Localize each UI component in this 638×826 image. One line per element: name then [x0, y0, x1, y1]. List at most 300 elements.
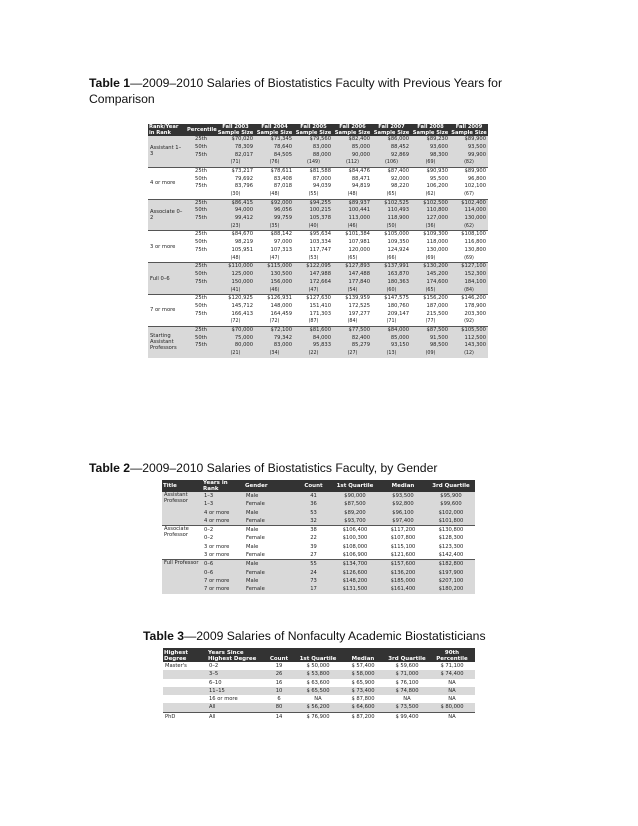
table1-cell: 145,200	[411, 271, 450, 279]
table3-cell: NA	[403, 696, 411, 703]
table1-cell: 83,796	[234, 183, 253, 190]
table1-cell: $81,588	[294, 167, 333, 175]
table1-cell: 148,000	[270, 302, 292, 309]
table1-cell: 118,900	[372, 215, 411, 223]
table-row	[148, 239, 488, 247]
table1-cell: 145,712	[231, 302, 253, 309]
table1-cell: 127,000	[411, 215, 450, 223]
table1-sample-size: (27)	[333, 350, 372, 357]
table3-cell: $ 87,800	[351, 696, 375, 703]
table2-cell: 7 or more	[202, 585, 244, 593]
table3-grid	[163, 648, 475, 721]
table1-cell: $89,900	[450, 167, 488, 175]
table1-percentile: 25th	[186, 326, 216, 334]
table2-cell: 24	[296, 569, 331, 577]
table1-cell: 95,500	[429, 175, 448, 182]
table1-cell: $130,200	[411, 263, 450, 271]
table1-cell: 130,000	[450, 215, 488, 223]
table1-percentile: 50th	[195, 175, 207, 182]
table2-header-cell: 3rd Quartile	[427, 480, 475, 492]
table2-cell: 22	[310, 535, 317, 542]
table2-cell: $134,700	[331, 560, 379, 569]
table1-rank-label: 7 or more	[148, 294, 186, 326]
table3-cell: $ 73,500	[385, 703, 429, 712]
table1-sample-size-row	[148, 223, 488, 231]
table1-percentile: 75th	[195, 246, 207, 253]
table1-cell: 85,279	[333, 342, 372, 350]
table1-cell: 75,000	[216, 335, 255, 343]
table1-cell: 197,277	[348, 310, 370, 317]
table1-sample-size: (65)	[411, 287, 450, 295]
table1-sample-size: (84)	[347, 319, 358, 325]
table2-cell: $128,300	[438, 535, 464, 542]
table1-cell: 99,759	[255, 215, 294, 223]
table1-sample-size: (92)	[464, 319, 474, 325]
table1-cell: $73,217	[216, 167, 255, 175]
table1-blank	[186, 350, 216, 357]
table2-cell: $107,800	[390, 535, 416, 542]
table1-cell: $70,000	[216, 326, 255, 334]
table3-cell	[163, 687, 207, 695]
table1-cell: 78,309	[216, 144, 255, 152]
table3-cell: $ 63,600	[306, 679, 330, 686]
table3-cell: $ 87,200	[341, 712, 385, 721]
table1-cell: 78,640	[255, 144, 294, 152]
table3-caption-label: Table 3	[143, 629, 185, 643]
table1-sample-size: (54)	[333, 287, 372, 295]
table-row	[162, 569, 475, 577]
table2-cell: $97,400	[379, 517, 427, 526]
table2-cell: $90,000	[331, 492, 379, 500]
table1-cell: $120,925	[216, 294, 255, 302]
table1-cell: $70,020	[216, 136, 255, 144]
table1-sample-size: (62)	[450, 223, 488, 231]
table1-header-year	[216, 124, 255, 136]
table2-cell: 4 or more	[202, 517, 244, 526]
table1-header-percentile: Percentile	[186, 124, 216, 136]
table3-cell	[163, 679, 207, 687]
table1-cell: 82,017	[216, 152, 255, 160]
table1-sample-size: (09)	[411, 350, 450, 357]
table3-cell	[163, 695, 207, 703]
table1-cell: $127,893	[333, 263, 372, 271]
table3-cell: $ 65,900	[351, 679, 375, 686]
table1-cell: 79,692	[234, 175, 253, 182]
table1-sample-size: (69)	[425, 255, 436, 261]
table3-cell: 16	[275, 679, 283, 686]
table1-sample-size: (46)	[333, 223, 372, 231]
table-row	[162, 526, 475, 535]
table1-percentile: 25th	[186, 294, 216, 302]
table1-header-rank: Rank/Year in Rank	[148, 124, 186, 136]
table1-cell: 105,951	[231, 246, 253, 253]
table2-cell: $117,200	[379, 526, 427, 535]
table1-cell: 215,500	[426, 310, 448, 317]
table1-sample-size: (66)	[386, 255, 397, 261]
table1-header-sample-label: Sample Size	[295, 130, 332, 136]
table2-cell: 7 or more	[202, 577, 244, 585]
table1-sample-size: (87)	[308, 319, 319, 325]
table2-cell: $93,700	[331, 517, 379, 526]
table1-cell: 87,000	[312, 175, 331, 182]
table-row	[148, 152, 488, 160]
table1-sample-size: (82)	[450, 159, 488, 167]
table1-cell: 93,500	[450, 144, 488, 152]
table3-header-cell: Highest Degree	[163, 648, 207, 662]
table2-cell: 1–3	[202, 492, 244, 500]
table1-percentile: 75th	[186, 279, 216, 287]
table2-header-cell: Count	[296, 480, 331, 492]
table3-header-cell: Count	[263, 648, 295, 662]
table1-cell: 80,000	[216, 342, 255, 350]
table3-header-row	[163, 648, 475, 662]
table1-cell: $139,959	[333, 294, 372, 302]
table1-sample-size: (65)	[386, 192, 397, 198]
table1-percentile: 50th	[195, 302, 207, 309]
table2-cell: 32	[296, 517, 331, 526]
table1-cell: 85,000	[372, 335, 411, 343]
table1-sample-size: (30)	[230, 192, 241, 198]
table1-cell: 107,313	[270, 246, 292, 253]
table-row	[163, 687, 475, 695]
table2-cell: 55	[296, 560, 331, 569]
table-row	[162, 585, 475, 593]
table2-cell: $180,200	[427, 585, 475, 593]
table1-cell: 94,039	[312, 183, 331, 190]
table1-cell: $73,345	[255, 136, 294, 144]
table1-blank	[186, 255, 216, 263]
table1-cell: 88,471	[351, 175, 370, 182]
table1-sample-size: (36)	[411, 223, 450, 231]
table1-header-year	[372, 124, 411, 136]
table1-cell: 184,100	[450, 279, 488, 287]
table3-cell: 80	[263, 703, 295, 712]
table2-cell: Female	[244, 569, 296, 577]
table2-cell: 27	[310, 552, 317, 559]
table1-cell: $110,000	[216, 263, 255, 271]
table1-sample-size: (47)	[269, 255, 280, 261]
table2-cell: $108,000	[342, 543, 368, 550]
table1-cell: $146,200	[450, 294, 488, 302]
table1-cell: 130,500	[255, 271, 294, 279]
table3-cell: NA	[448, 679, 456, 686]
table1-percentile: 50th	[186, 207, 216, 215]
table2-cell: 41	[296, 492, 331, 500]
table-row	[163, 662, 475, 670]
table2-cell: $136,200	[379, 569, 427, 577]
table1-cell: 164,459	[270, 310, 292, 317]
table1-caption-label: Table 1	[89, 76, 131, 90]
table1-header-sample-label: Sample Size	[373, 130, 410, 136]
table2-cell: Female	[246, 552, 265, 559]
table1-blank	[186, 223, 216, 231]
table1-cell: 110,800	[411, 207, 450, 215]
table3-header-cell: 90th Percentile	[429, 648, 475, 662]
table1-header-sample-label: Sample Size	[412, 130, 449, 136]
table1-sample-size: (69)	[411, 159, 450, 167]
table3-cell: $ 64,600	[341, 703, 385, 712]
table1-header-year-label: Fall 2008	[417, 124, 444, 130]
table1-rank-label: Associate 0–2	[148, 199, 186, 231]
table1-cell: $102,525	[372, 199, 411, 207]
table1-header-year-label: Fall 2006	[339, 124, 366, 130]
table1-cell: 84,000	[294, 335, 333, 343]
table-row	[163, 670, 475, 678]
table1-cell: 92,000	[390, 175, 409, 182]
table3-cell: $ 80,000	[429, 703, 475, 712]
table1-cell: 174,600	[411, 279, 450, 287]
table2-cell: $106,400	[331, 526, 379, 535]
table1-cell: 151,410	[309, 302, 331, 309]
table1-blank	[186, 191, 216, 199]
table1-rank-label: Full 0–6	[148, 263, 186, 295]
table1-cell: 114,000	[450, 207, 488, 215]
table1-cell: $89,900	[450, 136, 488, 144]
table-row	[162, 577, 475, 585]
table3-cell: NA	[429, 712, 475, 721]
table3-cell: NA	[429, 687, 475, 695]
table1-sample-size: (72)	[269, 319, 280, 325]
table2-cell: 0–6	[202, 560, 244, 569]
table2-cell: $126,600	[331, 569, 379, 577]
table1-sample-size: (13)	[372, 350, 411, 357]
table1-percentile: 25th	[186, 199, 216, 207]
table2-cell: Female	[244, 517, 296, 526]
table2-cell: $96,100	[379, 509, 427, 517]
table1-cell: 156,000	[255, 279, 294, 287]
table3-cell: 6–10	[209, 679, 222, 686]
table2-cell: 1–3	[202, 500, 244, 508]
table1-header-year-label: Fall 2003	[222, 124, 249, 130]
table1-cell: 82,400	[333, 335, 372, 343]
table1-cell: 105,378	[294, 215, 333, 223]
table2-cell: 3 or more	[204, 552, 230, 559]
table1-cell: $84,000	[372, 326, 411, 334]
table1-sample-size: (40)	[294, 223, 333, 231]
table1-cell: 112,500	[450, 335, 488, 343]
table3-header-cell: 1st Quartile	[295, 648, 341, 662]
table1-cell: $87,500	[411, 326, 450, 334]
table1-cell: 187,000	[426, 302, 448, 309]
table2-cell: Male	[244, 560, 296, 569]
table1-cell: 99,900	[450, 152, 488, 160]
table2-cell: $87,500	[331, 500, 379, 508]
table1-sample-size-row	[148, 191, 488, 199]
table1-cell: 180,760	[387, 302, 409, 309]
table2-cell: Female	[246, 535, 265, 542]
table1-sample-size: (34)	[255, 350, 294, 357]
table1-cell: $81,600	[294, 326, 333, 334]
table1-blank	[186, 159, 216, 167]
table1-cell: 100,215	[294, 207, 333, 215]
table-row	[148, 326, 488, 334]
table1-cell: 110,493	[372, 207, 411, 215]
table3-cell: $ 73,400	[341, 687, 385, 695]
table3-cell: NA	[314, 696, 322, 703]
table1-cell: 109,350	[387, 239, 409, 246]
table1-cell: $92,000	[255, 199, 294, 207]
table2-cell: $161,400	[379, 585, 427, 593]
table1-cell: 93,600	[411, 144, 450, 152]
table1-cell: 209,147	[387, 310, 409, 317]
table1-sample-size: (106)	[372, 159, 411, 167]
table1-sample-size: (53)	[308, 255, 319, 261]
table3-cell: $ 74,400	[429, 670, 475, 678]
table1-sample-size-row	[148, 318, 488, 326]
table1-cell: 147,988	[294, 271, 333, 279]
table1-percentile: 75th	[195, 310, 207, 317]
table1-header-sample-label: Sample Size	[334, 130, 371, 136]
table1-cell: 98,500	[411, 342, 450, 350]
table1-cell: 87,018	[273, 183, 292, 190]
table1-percentile: 25th	[186, 136, 216, 144]
table1-cell: 203,300	[464, 310, 486, 317]
table1-sample-size: (84)	[450, 287, 488, 295]
table1-cell: 99,412	[216, 215, 255, 223]
table2-title: Associate Professor	[162, 526, 202, 560]
table1-sample-size: (41)	[216, 287, 255, 295]
table3-cell: NA	[448, 696, 456, 703]
table2-cell: 3 or more	[204, 543, 230, 550]
table3-cell: 14	[263, 712, 295, 721]
table3-cell: $ 99,400	[385, 712, 429, 721]
table3-header-cell: Years Since Highest Degree	[207, 648, 263, 662]
table1-rank-label: 4 or more	[148, 167, 186, 199]
table1-cell: 94,000	[216, 207, 255, 215]
table1-cell: 152,300	[450, 271, 488, 279]
table3-cell: Master's	[165, 663, 187, 669]
table1-cell: 83,408	[273, 175, 292, 182]
table1-cell: $101,384	[333, 231, 372, 239]
table1-cell: $105,500	[450, 326, 488, 334]
table1-sample-size: (35)	[255, 223, 294, 231]
table1-sample-size: (71)	[216, 159, 255, 167]
table2-title: Full Professor	[162, 560, 202, 594]
table1-cell: 117,747	[309, 246, 331, 253]
table2-cell: $89,200	[331, 509, 379, 517]
table3-caption-text: —2009 Salaries of Nonfaculty Academic Biostatisticians	[184, 629, 486, 643]
table-row	[162, 509, 475, 517]
table2-cell: $99,600	[427, 500, 475, 508]
table1-sample-size: (12)	[450, 350, 488, 357]
table1-sample-size: (23)	[216, 223, 255, 231]
table1-cell: 88,452	[372, 144, 411, 152]
table1-rank-label: Starting Assistant Professors	[148, 326, 186, 357]
table2-cell: Male	[244, 492, 296, 500]
table1-header-sample-label: Sample Size	[217, 130, 254, 136]
table1-cell: 79,342	[255, 335, 294, 343]
table1-header-year	[294, 124, 333, 136]
table-row	[162, 500, 475, 508]
table1-cell: $94,255	[294, 199, 333, 207]
table-row	[148, 231, 488, 239]
table1-header-year	[255, 124, 294, 136]
table2	[162, 480, 475, 600]
table1-header-sample-label: Sample Size	[256, 130, 293, 136]
table1-sample-size: (48)	[230, 255, 241, 261]
table2-cell: 53	[296, 509, 331, 517]
table2-cell: Female	[244, 585, 296, 593]
table1-cell: 171,303	[309, 310, 331, 317]
table2-cell: $157,600	[379, 560, 427, 569]
table3	[163, 648, 475, 732]
table2-cell: $131,500	[331, 585, 379, 593]
table2-cell: $102,000	[427, 509, 475, 517]
table3-cell	[163, 670, 207, 678]
table2-caption-label: Table 2	[89, 461, 131, 475]
table2-title: Assistant Professor	[162, 492, 202, 526]
table1-cell: 100,441	[333, 207, 372, 215]
table1-sample-size: (72)	[230, 319, 241, 325]
table1-percentile: 75th	[186, 152, 216, 160]
table1-cell: 130,800	[464, 246, 486, 253]
table3-cell: 11–15	[207, 687, 263, 695]
table3-cell: 6	[277, 696, 281, 703]
table2-cell: Male	[244, 577, 296, 585]
table3-cell: 0–2	[209, 663, 219, 669]
table3-cell: 10	[263, 687, 295, 695]
table1-cell: $95,634	[294, 231, 333, 239]
table1-cell: $89,937	[333, 199, 372, 207]
table2-header-cell: Gender	[244, 480, 296, 492]
table2-cell: $101,800	[427, 517, 475, 526]
table1-cell: 147,488	[333, 271, 372, 279]
table1-cell: $84,476	[333, 167, 372, 175]
table-row	[162, 534, 475, 542]
table1-cell: 96,056	[255, 207, 294, 215]
table2-cell: $197,900	[427, 569, 475, 577]
table3-cell: $ 56,200	[295, 703, 341, 712]
table1-cell: $87,400	[372, 167, 411, 175]
table1	[148, 124, 488, 434]
table1-header-year	[333, 124, 372, 136]
table3-cell: 3–5	[207, 670, 263, 678]
table1-cell: 93,150	[372, 342, 411, 350]
table1-sample-size: (48)	[347, 192, 358, 198]
table2-cell: $123,300	[438, 543, 464, 550]
table-row	[163, 703, 475, 712]
table1-cell: $137,991	[372, 263, 411, 271]
table1-header-year	[450, 124, 488, 136]
table1-header-year	[411, 124, 450, 136]
table1-cell: $127,630	[294, 294, 333, 302]
table2-cell: $148,200	[331, 577, 379, 585]
table1-header-year-label: Fall 2009	[455, 124, 483, 130]
table-row	[148, 342, 488, 350]
table1-cell: 120,000	[348, 246, 370, 253]
table1-cell: $82,400	[333, 136, 372, 144]
table1-caption	[89, 75, 559, 107]
table1-percentile: 50th	[195, 239, 207, 246]
table3-cell	[163, 703, 207, 712]
table1-sample-size: (55)	[308, 192, 319, 198]
table1-percentile: 50th	[186, 335, 216, 343]
table1-cell: 92,869	[372, 152, 411, 160]
table-row	[163, 679, 475, 687]
table1-sample-size-row	[148, 287, 488, 295]
table1-caption-text: —2009–2010 Salaries of Biostatistics Faculty with Previous Years for Comparison	[89, 76, 503, 106]
table-row	[148, 271, 488, 279]
table2-header-cell: Title	[162, 480, 202, 492]
table1-cell: 130,000	[426, 246, 448, 253]
table1-sample-size: (149)	[294, 159, 333, 167]
table-row	[148, 311, 488, 319]
table-row	[148, 176, 488, 184]
table-row	[162, 543, 475, 551]
table1-cell: 83,000	[294, 144, 333, 152]
table1-cell: $105,000	[372, 231, 411, 239]
table1-sample-size-row	[148, 350, 488, 357]
